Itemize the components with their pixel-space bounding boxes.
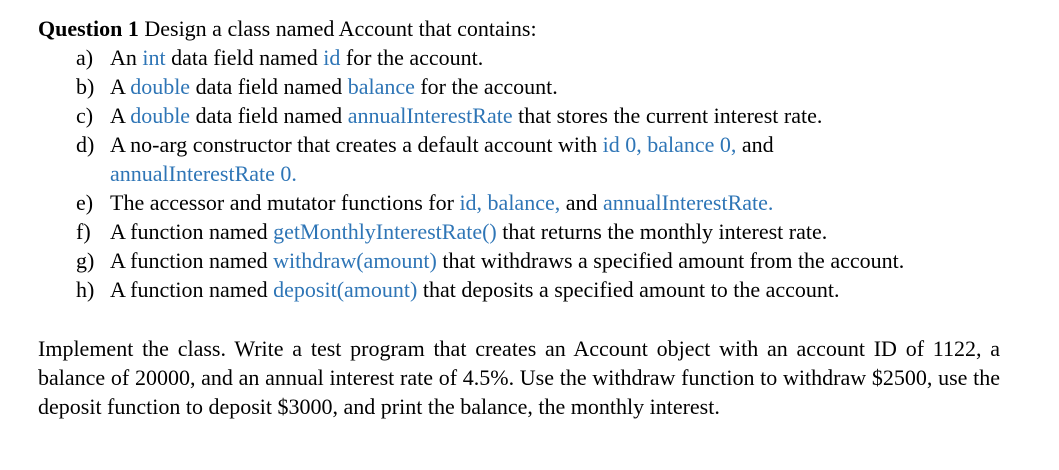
item-plain-text: that withdraws a specified amount from the account.: [436, 248, 905, 273]
item-code-text: withdraw(amount): [273, 248, 437, 273]
item-plain-text: for the account.: [340, 45, 484, 70]
item-code-text: annualInterestRate.: [603, 190, 774, 215]
item-marker: h): [76, 277, 95, 302]
item-code-text: id: [323, 45, 341, 70]
item-code-text: annualInterestRate: [347, 103, 513, 128]
item-marker: d): [76, 132, 95, 157]
item-plain-text: A function named: [110, 248, 274, 273]
item-marker: e): [76, 190, 94, 215]
item-text: [110, 217, 1008, 246]
item-plain-text: A function named: [110, 277, 274, 302]
item-marker: a): [76, 45, 94, 70]
item-plain-text: and: [736, 132, 774, 157]
item-code-text: annualInterestRate 0.: [110, 161, 297, 186]
item-code-text: int: [142, 45, 166, 70]
list-item: [76, 188, 1008, 217]
list-item: [76, 217, 1008, 246]
item-code-text: balance: [347, 74, 415, 99]
item-plain-text: data field named: [165, 45, 324, 70]
item-code-text: double: [130, 74, 191, 99]
list-item: [76, 130, 1008, 188]
document: [38, 14, 1008, 421]
item-plain-text: and: [560, 190, 603, 215]
item-code-text: id, balance,: [459, 190, 561, 215]
item-marker: c): [76, 103, 94, 128]
item-marker: f): [76, 219, 91, 244]
requirements-list: [38, 43, 1008, 304]
list-item: [76, 246, 1008, 275]
item-plain-text: A no-arg constructor that creates a default account with: [110, 132, 603, 157]
item-plain-text: The accessor and mutator functions for: [110, 190, 460, 215]
item-code-text: deposit(amount): [273, 277, 418, 302]
item-plain-text: that deposits a specified amount to the account.: [417, 277, 840, 302]
item-code-text: getMonthlyInterestRate(): [273, 219, 497, 244]
item-text: [110, 246, 1008, 275]
list-item: [76, 43, 1008, 72]
item-marker: g): [76, 248, 95, 273]
item-text: [110, 275, 1008, 304]
item-plain-text: A: [110, 103, 131, 128]
item-code-text: id 0, balance 0,: [602, 132, 737, 157]
item-plain-text: A: [110, 74, 131, 99]
item-text: [110, 72, 1008, 101]
item-text: [110, 101, 1008, 130]
question-heading: [38, 14, 1008, 43]
list-item: [76, 275, 1008, 304]
list-item: [76, 101, 1008, 130]
instructions-paragraph: Implement the class. Write a test program that creates an Account object with an account ID of 1122, a balance of 20000, and an annual interest rate of 4.5%. Use the withdraw function to withdraw $2500, use the deposit function to deposit $3000, and print the balance, the monthly interest.: [38, 336, 1000, 419]
item-text: [110, 188, 1008, 217]
list-item: [76, 72, 1008, 101]
item-plain-text: An: [110, 45, 143, 70]
item-plain-text: for the account.: [414, 74, 558, 99]
item-code-text: double: [130, 103, 191, 128]
question-number: Question 1: [38, 16, 139, 41]
item-marker: b): [76, 74, 95, 99]
item-plain-text: data field named: [190, 74, 348, 99]
item-plain-text: that returns the monthly interest rate.: [496, 219, 828, 244]
question-intro: Design a class named Account that contains:: [138, 16, 537, 41]
item-plain-text: A function named: [110, 219, 274, 244]
item-plain-text: that stores the current interest rate.: [512, 103, 823, 128]
item-plain-text: data field named: [190, 103, 348, 128]
item-text: [110, 43, 1008, 72]
item-text: [110, 130, 1008, 188]
